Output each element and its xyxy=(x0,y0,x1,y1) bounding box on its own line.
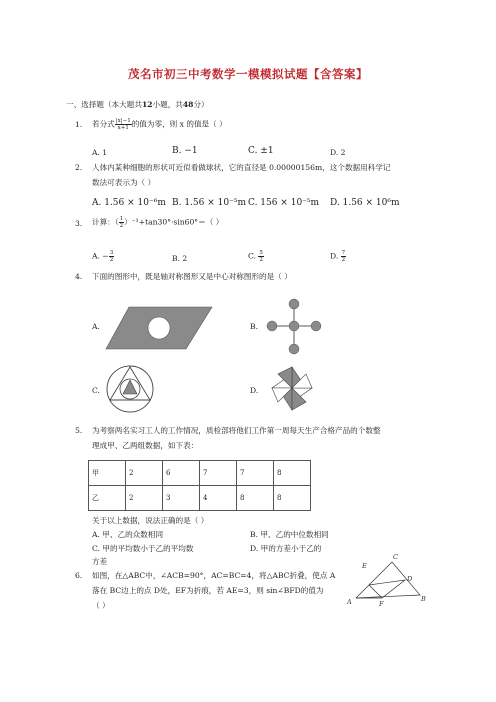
section-header xyxy=(66,100,209,110)
table-cell: 4 xyxy=(200,486,237,511)
q4-label-a: A. xyxy=(92,322,100,331)
section-score: 48 xyxy=(182,100,194,109)
q5-line1: 为考察两名实习工人的工作情况，质检部将他们工作第一周每天生产合格产品的个数整 xyxy=(92,426,381,435)
q6-label-b: B xyxy=(421,595,426,603)
q6-line3: （ ） xyxy=(92,601,110,610)
q3-pre: 计算：（ xyxy=(92,217,119,227)
q4-figure-b xyxy=(262,298,332,358)
q3-option-b: B. 2 xyxy=(172,254,188,263)
q3-option-d-den: 2 xyxy=(341,257,346,263)
q5-after: 关于以上数据，说法正确的是（ ） xyxy=(92,516,209,525)
q1-option-c: C. ±1 xyxy=(248,146,274,156)
q4-number: 4. xyxy=(75,272,83,281)
q3-option-d xyxy=(330,250,346,263)
q5-tail: 方差 xyxy=(92,557,108,566)
table-cell: 8 xyxy=(274,486,311,511)
table-row xyxy=(89,486,311,511)
q6-line1: 如图，在△ABC中，∠ACB=90°，AC=BC=4，将△ABC折叠，使点 A xyxy=(92,571,336,580)
section-label: 一、选择题（本大题共 xyxy=(66,100,142,109)
table-cell: 8 xyxy=(237,486,274,511)
q1-frac-num: |x|−1 xyxy=(115,118,131,124)
q6-triangle-figure xyxy=(342,550,428,608)
q3-option-d-num: 7 xyxy=(341,250,346,256)
q5-data-table xyxy=(88,460,311,511)
table-cell: 7 xyxy=(200,461,237,486)
q1-stem xyxy=(92,118,227,131)
section-end: 分） xyxy=(193,100,209,109)
q3-stem xyxy=(92,216,223,229)
q4-label-d: D. xyxy=(250,386,259,395)
q6-label-f: F xyxy=(379,600,384,608)
q6-line2: 落在 BC边上的点 D处，EF为折痕，若 AE=3，则 sin∠BFD的值为 xyxy=(92,586,324,595)
q5-number: 5. xyxy=(75,426,83,435)
q2-option-a: A. 1.56 × 10⁻⁶m xyxy=(92,198,166,208)
q3-option-a-label: A. − xyxy=(92,251,109,261)
q1-frac-den: x+1 xyxy=(117,125,129,131)
q3-option-d-frac xyxy=(341,250,347,263)
q3-option-a-frac xyxy=(109,250,115,263)
table-cell: 6 xyxy=(163,461,200,486)
table-cell: 3 xyxy=(163,486,200,511)
q3-option-c-den: 2 xyxy=(259,257,263,263)
q6-label-c: C xyxy=(393,553,398,561)
q1-option-d: D. 2 xyxy=(330,148,346,157)
q1-pre: 若分式 xyxy=(92,119,115,129)
table-cell: 8 xyxy=(274,461,311,486)
q3-frac-den: 2 xyxy=(119,223,124,229)
section-mid: 小题，共 xyxy=(152,100,183,109)
q3-option-c-label: C. xyxy=(248,251,259,261)
q5-option-c: C. 甲的平均数小于乙的平均数 xyxy=(92,544,194,553)
q3-option-c-frac xyxy=(258,250,264,263)
q1-option-a: A. 1 xyxy=(92,148,108,157)
q6-label-e: E xyxy=(362,562,367,570)
q5-option-d: D. 甲的方差小于乙的 xyxy=(250,544,322,553)
q4-stem: 下面的图形中，既是轴对称图形又是中心对称图形的是（ ） xyxy=(92,272,292,281)
q3-option-a-num: 3 xyxy=(109,250,114,256)
table-cell: 乙 xyxy=(89,486,126,511)
q3-option-a xyxy=(92,250,114,263)
q1-number: 1. xyxy=(75,120,83,129)
table-cell: 甲 xyxy=(89,461,126,486)
q2-option-d: D. 1.56 × 10⁶m xyxy=(330,198,400,208)
q3-option-d-label: D. xyxy=(330,251,341,261)
q6-label-d: D xyxy=(407,575,413,583)
table-cell: 2 xyxy=(126,486,163,511)
q1-post: 的值为零，则 x 的值是（ ） xyxy=(131,119,227,129)
q2-number: 2. xyxy=(75,163,83,172)
q3-option-c xyxy=(248,250,264,263)
q4-figure-d xyxy=(262,364,326,414)
table-row xyxy=(89,461,311,486)
q1-option-b: B. −1 xyxy=(172,146,198,156)
q2-line2: 数法可表示为（ ） xyxy=(92,178,156,187)
table-cell: 7 xyxy=(237,461,274,486)
q2-option-c: C. 156 × 10⁻⁵m xyxy=(248,198,320,208)
q2-option-b: B. 1.56 × 10⁻⁵m xyxy=(172,198,246,208)
q5-option-a: A. 甲、乙的众数相同 xyxy=(92,530,164,539)
q5-line2: 理成甲、乙两组数据，如下表： xyxy=(92,441,199,450)
q3-frac-num: 1 xyxy=(119,216,124,222)
q2-line1: 人体内某种细胞的形状可近似看做球状，它的直径是 0.00000156m，这个数据用科学记 xyxy=(92,163,391,172)
q3-option-c-num: 5 xyxy=(259,250,263,256)
section-count: 12 xyxy=(141,100,153,109)
q6-label-a: A xyxy=(347,598,352,606)
page-title: 茂名市初三中考数学一模模拟试题【含答案】 xyxy=(128,67,368,81)
q4-figure-c xyxy=(104,364,164,414)
q3-number: 3. xyxy=(75,219,83,228)
q4-label-b: B. xyxy=(250,322,258,331)
q6-number: 6. xyxy=(75,571,83,580)
q4-label-c: C. xyxy=(92,386,100,395)
q3-option-a-den: 2 xyxy=(109,257,114,263)
q1-fraction xyxy=(115,118,132,131)
q4-figure-a xyxy=(104,303,214,353)
q3-post: ）⁻¹+tan30°·sin60°＝（ ） xyxy=(124,217,224,227)
table-cell: 2 xyxy=(126,461,163,486)
q5-option-b: B. 甲、乙的中位数相同 xyxy=(250,530,329,539)
